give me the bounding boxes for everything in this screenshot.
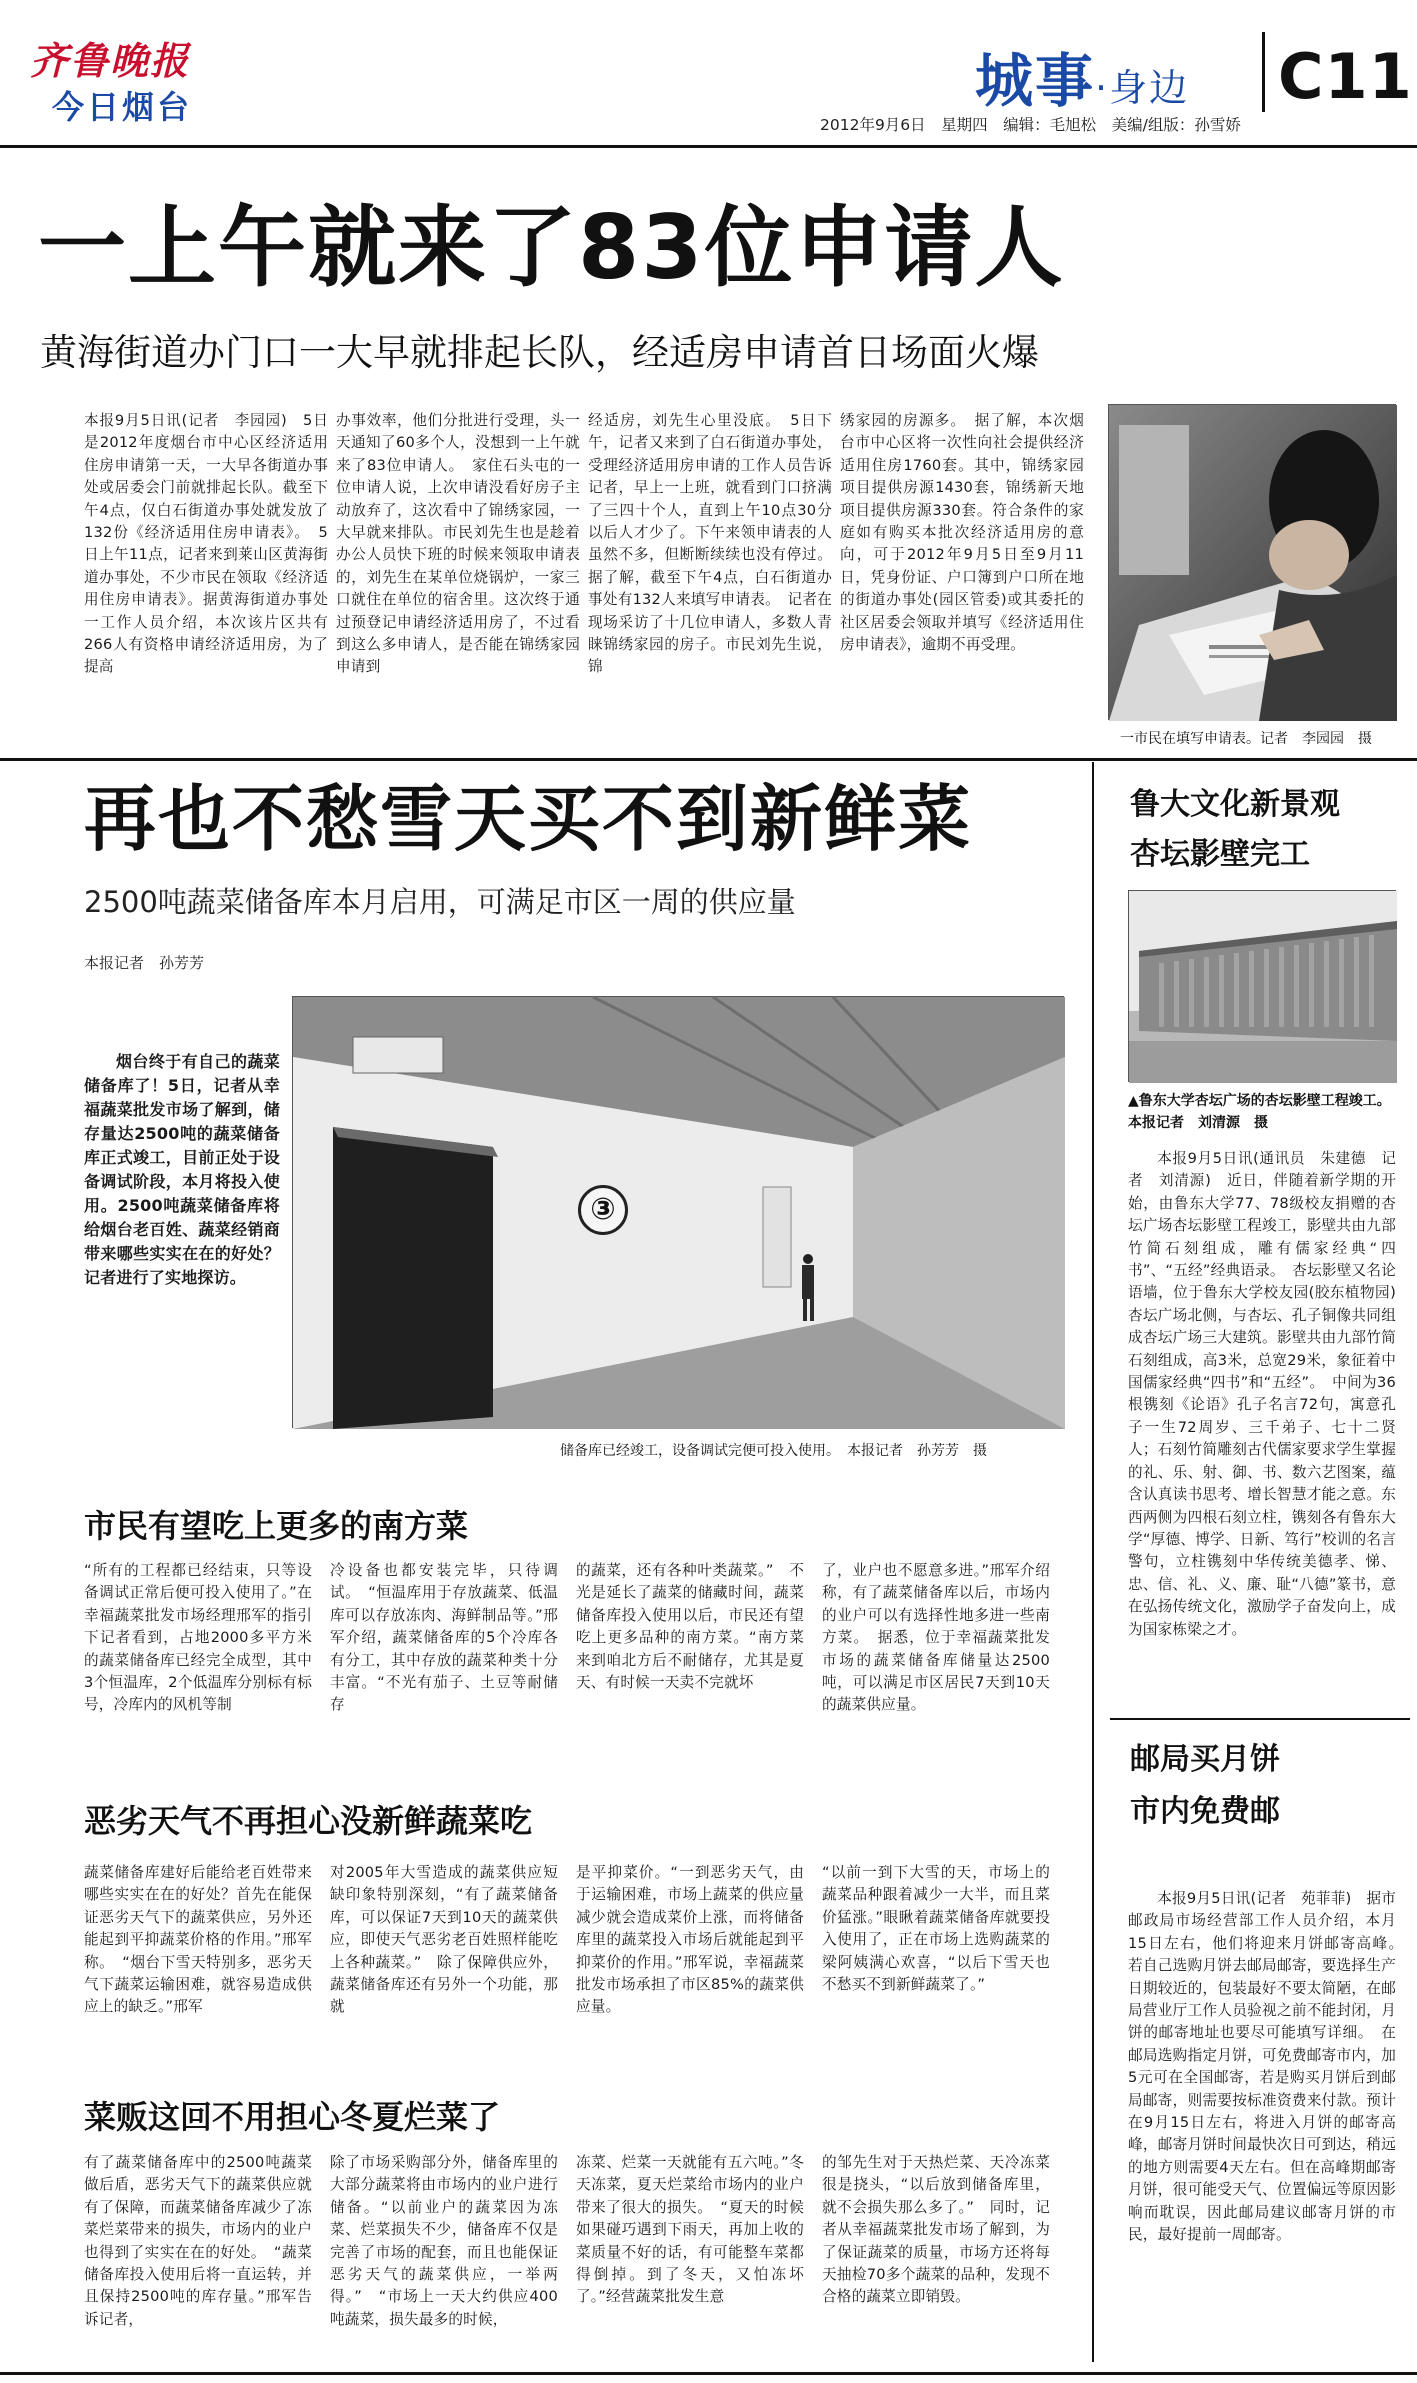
story1-column-1: 本报9月5日讯(记者 李园园) 5日是2012年度烟台市中心区经济适用住房申请第一天，一大早各街道办事处或居委会门前就排起长队。截至下午4点，仅白石街道办事处就发放了132份《经济适用住房申请表》。 5日上午11点，记者来到莱山区黄海街道办事处，不少市民在领取《经济适用住房申请表》。据黄海街道办事处一工作人员介绍，本次该片区共有266人有资格申请经济适用房，为了提高 (84, 412, 328, 676)
masthead (0, 0, 1417, 150)
story2-section3-column-3: 冻菜、烂菜一天就能有五六吨。”冬天冻菜，夏天烂菜给市场内的业户带来了很大的损失。 “夏天的时候如果碰巧遇到下雨天，再加上收的菜质量不好的话，有可能整车菜都得倒掉。到了冬天，又怕冻坏了。”经营蔬菜批发生意 (576, 2154, 804, 2306)
headline-story1: 一上午就来了83位申请人 (38, 196, 1065, 299)
section-sub: ·身边 (1095, 66, 1190, 110)
page-bottom-rule (0, 2372, 1417, 2375)
story2-section3-column-2: 除了市场采购部分外，储备库里的大部分蔬菜将由市场内的业户进行储备。“以前业户的蔬菜因为冻菜、烂菜损失不少，储备库不仅是完善了市场的配套，而且也能保证恶劣天气的蔬菜供应，一举两得。” “市场上一天大约供应400吨蔬菜，损失最多的时候， (330, 2154, 558, 2328)
section-title (975, 34, 1189, 118)
story1-photo-caption: 一市民在填写申请表。记者 李园园 摄 (1120, 731, 1372, 747)
section-rule-1 (0, 758, 1417, 761)
story4-body: 本报9月5日讯(记者 苑菲菲) 据市邮政局市场经营部工作人员介绍，本月15日左右，他们将迎来月饼邮寄高峰。 若自己选购月饼去邮局邮寄，要选择生产日期较近的，包装最好不要太简陋，在邮局营业厅工作人员验视之前不能封闭，月饼的邮寄地址也要尽可能填写详细。 在邮局选购指定月饼，可免费邮寄市内，加5元可在全国邮寄，若是购买月饼后到邮局邮寄，则需要按标准资费来付款。预计在9月15日左右，将进入月饼的邮寄高峰，邮寄月饼时间最快次日可到达，稍远的地方则需要4天左右。但在高峰期邮寄月饼，很可能受天气、位置偏远等原因影响而耽误，因此邮局建议邮寄月饼的市民，最好提前一周邮寄。 (1128, 1890, 1411, 2244)
story2-section1-column-2: 冷设备也都安装完毕，只待调试。 “恒温库用于存放蔬菜、低温库可以存放冻肉、海鲜制品等。”邢军介绍，蔬菜储备库的5个冷库各有分工，其中存放的蔬菜种类十分丰富。“不光有茄子、土豆等耐储存 (330, 1562, 558, 1714)
story2-lead: 烟台终于有自己的蔬菜储备库了！5日，记者从幸福蔬菜批发市场了解到，储存量达2500吨的蔬菜储备库正式竣工，目前正处于设备调试阶段，本月将投入使用。2500吨蔬菜储备库将给烟台老百姓、蔬菜经销商带来哪些实实在在的好处？记者进行了实地探访。 (84, 1052, 280, 1287)
headline-story2: 再也不愁雪天买不到新鲜菜 (84, 777, 973, 861)
edition-name: 今日烟台 (52, 88, 193, 126)
masthead-rule (0, 145, 1417, 148)
story4-headline (1130, 1734, 1280, 1838)
story2-byline: 本报记者 孙芳芳 (84, 954, 205, 972)
story2-section2-title: 恶劣天气不再担心没新鲜蔬菜吃 (84, 1802, 533, 1840)
story1-column-2: 办事效率，他们分批进行受理，头一天通知了60多个人，没想到一上午就来了83位申请人。 家住石头屯的一位申请人说，上次申请没看好房子主动放弃了，这次看中了锦绣家园，一大早就来排队。市民刘先生也是趁着办公人员快下班的时候来领取申请表的，刘先生在某单位烧锅炉，一家三口就住在单位的宿舍里。这次终于通过预登记申请经济适用房了，不过看到这么多申请人，是否能在锦绣家园申请到 (336, 412, 580, 676)
story4-headline-line1: 邮局买月饼 (1130, 1742, 1280, 1777)
photo-vegetable-warehouse (292, 996, 1064, 1428)
story2-section1-column-4: 了，业户也不愿意多进。”邢军介绍称，有了蔬菜储备库以后，市场内的业户可以有选择性地多进一些南方菜。 据悉，位于幸福蔬菜批发市场的蔬菜储备库储量达2500吨，可以满足市区居民7天到10天的蔬菜供应量。 (822, 1562, 1050, 1714)
story2-section2-column-1: 蔬菜储备库建好后能给老百姓带来哪些实实在在的好处？首先在能保证恶劣天气下的蔬菜供应，另外还能起到平抑蔬菜价格的作用。”邢军称。 “烟台下雪天特别多，恶劣天气下蔬菜运输困难，就容易造成供应上的缺乏。”邢军 (84, 1864, 312, 2016)
story2-section2-column-3: 是平抑菜价。“一到恶劣天气，由于运输困难，市场上蔬菜的供应量减少就会造成菜价上涨，而将储备库里的蔬菜投入市场后就能起到平抑菜价的作用。”邢军说，幸福蔬菜批发市场承担了市区85%的蔬菜供应量。 (576, 1864, 804, 2016)
photo-applicant-filling-form (1108, 404, 1396, 720)
photo-xingtan-screen-wall (1128, 890, 1396, 1082)
story3-headline-line2: 杏坛影壁完工 (1130, 837, 1310, 872)
date-line: 2012年9月6日 星期四 编辑：毛旭松 美编/组版：孙雪娇 (820, 116, 1241, 134)
story4-headline-line2: 市内免费邮 (1130, 1794, 1280, 1829)
story2-section2-column-4: “以前一到下大雪的天，市场上的蔬菜品种跟着减少一大半，而且菜价猛涨。”眼瞅着蔬菜储备库就要投入使用了，正在市场上选购蔬菜的梁阿姨满心欢喜，“以后下雪天也不愁买不到新鲜蔬菜了。” (822, 1864, 1050, 1994)
story2-section3-column-4: 的邹先生对于天热烂菜、天冷冻菜很是挠头，“以后放到储备库里，就不会损失那么多了。” 同时，记者从幸福蔬菜批发市场了解到，为了保证蔬菜的质量，市场方还将每天抽检70多个蔬菜的品种，发现不合格的蔬菜立即销毁。 (822, 2154, 1050, 2306)
story2-section3-column-1: 有了蔬菜储备库中的2500吨蔬菜做后盾，恶劣天气下的蔬菜供应就有了保障，而蔬菜储备库减少了冻菜烂菜带来的损失，市场内的业户也得到了实实在在的好处。 “蔬菜储备库投入使用后将一直运转，并且保持2500吨的库存量。”邢军告诉记者， (84, 2154, 312, 2328)
right-column-divider (1092, 762, 1094, 2362)
warehouse-photo-art (293, 997, 1065, 1429)
story2-section1-column-1: “所有的工程都已经结束，只等设备调试正常后便可投入使用了。”在幸福蔬菜批发市场经理邢军的指引下记者看到，占地2000多平方米的蔬菜储备库已经完全成型，其中3个恒温库，2个低温库分别标有标号，冷库内的风机等制 (84, 1562, 312, 1714)
story2-section1-title: 市民有望吃上更多的南方菜 (84, 1507, 469, 1545)
page-number: C11 (1278, 40, 1413, 113)
subhead-story1: 黄海街道办门口一大早就排起长队，经适房申请首日场面火爆 (40, 331, 1039, 374)
masthead-divider (1262, 32, 1265, 112)
paper-name-logo: 齐鲁晚报 (30, 38, 191, 83)
screen-wall-photo-art (1129, 891, 1397, 1083)
applicant-photo-art (1109, 405, 1397, 721)
story2-section1-column-3: 的蔬菜，还有各种叶类蔬菜。” 不光是延长了蔬菜的储藏时间，蔬菜储备库投入使用以后，市民还有望吃上更多品种的南方菜。“南方菜来到咱北方后不耐储存，尤其是夏天、有时候一天卖不完就坏 (576, 1562, 804, 1692)
subhead-story2: 2500吨蔬菜储备库本月启用，可满足市区一周的供应量 (84, 885, 796, 919)
storage-room-number-sign: ③ (578, 1185, 628, 1235)
story1-column-4: 绣家园的房源多。 据了解，本次烟台市中心区将一次性向社会提供经济适用住房1760套。其中，锦绣家园项目提供房源1430套，锦绣新天地项目提供房源330套。符合条件的家庭如有购买本批次经济适用房的意向，可于2012年9月5日至9月11日，凭身份证、户口簿到户口所在地的街道办事处(园区管委)或其委托的社区居委会领取并填写《经济适用住房申请表》，逾期不再受理。 (840, 412, 1084, 654)
story3-headline (1130, 780, 1340, 880)
story3-headline-line1: 鲁大文化新景观 (1130, 787, 1340, 822)
story3-photo-caption: ▲鲁东大学杏坛广场的杏坛影壁工程竣工。本报记者 刘清源 摄 (1128, 1093, 1391, 1131)
story2-section2-column-2: 对2005年大雪造成的蔬菜供应短缺印象特别深刻，“有了蔬菜储备库，可以保证7天到10天的蔬菜供应，即使天气恶劣老百姓照样能吃上各种蔬菜。” 除了保障供应外，蔬菜储备库还有另外一个功能，那就 (330, 1864, 558, 2016)
story2-photo-caption: 储备库已经竣工，设备调试完便可投入使用。 本报记者 孙芳芳 摄 (560, 1443, 987, 1459)
story1-column-3: 经适房，刘先生心里没底。 5日下午，记者又来到了白石街道办事处，受理经济适用房申请的工作人员告诉记者，早上一上班，就看到门口挤满了三四十个人，直到上午10点30分以后人才少了。下午来领申请表的人虽然不多，但断断续续也没有停过。据了解，截至下午4点，白石街道办事处有132人来填写申请表。 记者在现场采访了十几位申请人，多数人青睐锦绣家园的房子。市民刘先生说，锦 (588, 412, 832, 676)
section-name: 城事 (975, 47, 1096, 115)
right-column-rule (1110, 1718, 1410, 1720)
story2-section3-title: 菜贩这回不用担心冬夏烂菜了 (84, 2098, 501, 2136)
story3-body: 本报9月5日讯(通讯员 朱建德 记者 刘清源) 近日，伴随着新学期的开始，由鲁东大学77、78级校友捐赠的杏坛广场杏坛影壁工程竣工，影壁共由九部竹简石刻组成，雕有儒家经典“四书”、“五经”经典语录。 杏坛影壁又名论语墙，位于鲁东大学校友园(胶东植物园)杏坛广场北侧，与杏坛、孔子铜像共同组成杏坛广场三大建筑。影壁共由九部竹简石刻组成，高3米，总宽29米，象征着中国儒家经典“四书”和“五经”。 中间为36根镌刻《论语》孔子名言72句，寓意孔子一生72周岁、三千弟子、七十二贤人；石刻竹简雕刻古代儒家要求学生掌握的礼、乐、射、御、书、数六艺图案，蕴含认真读书思考、增长智慧才能之意。东西两侧为四根石刻立柱，镌刻各有鲁东大学“厚德、博学、日新、笃行”校训的名言警句，立柱镌刻中华传统美德孝、悌、忠、信、礼、义、廉、耻“八德”篆书，意在弘扬传统文化，激励学子奋发向上，成为国家栋梁之才。 (1128, 1150, 1396, 1638)
